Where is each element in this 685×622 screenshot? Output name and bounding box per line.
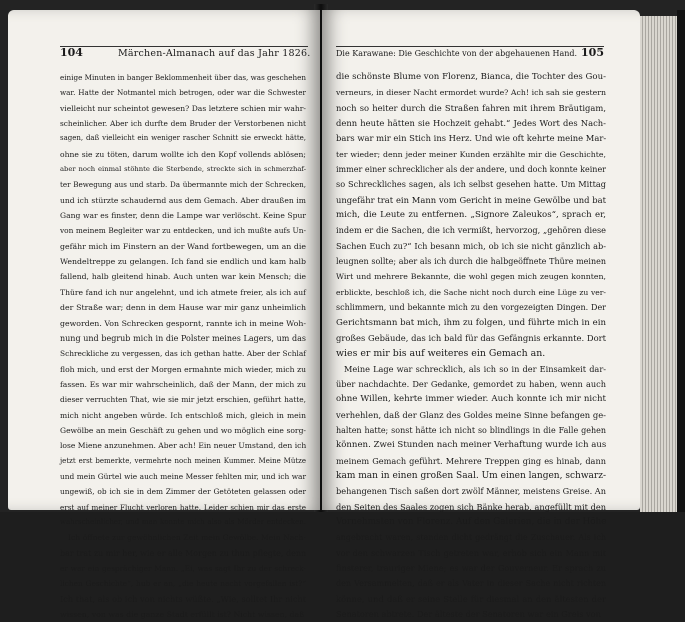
text-line: aber noch einmal stöhnte die Sterbende, streckte sich in schmerzhaf- bbox=[60, 165, 306, 174]
text-line: der Straße war; denn in dem Hause war mir ganz unheimlich bbox=[60, 303, 306, 313]
text-line: indem er die Sachen, die ich vermißt, hervorzog, „gehören diese bbox=[336, 225, 606, 236]
text-line: denn heute hätten sie Hochzeit gehabt.“ Jedes Wort des Nach- bbox=[336, 118, 606, 129]
text-line: über nachdachte. Der Gedanke, gemordet zu haben, wenn auch bbox=[336, 378, 606, 389]
text-line: einige Minuten in banger Beklommenheit über das, was geschehen bbox=[60, 73, 306, 82]
text-line: Senatoren abtrete. Der älteste der Senatoren war ein Greis von bbox=[336, 609, 601, 620]
text-line: fassen. Es war mir wahrscheinlich, daß der Mann, der mich zu bbox=[60, 379, 306, 389]
text-line: dieser verruchten That, wie sie mir jetzt erschien, geführt hatte, bbox=[60, 395, 306, 405]
text-line: vor den schwarzen Tisch getreten war, erhob sich ein Mann mit bbox=[336, 547, 606, 558]
text-line: Wirt und mehrere Bekannte, die wohl gegen mich zeugen konnten, bbox=[336, 272, 606, 282]
right-page bbox=[322, 10, 640, 620]
text-line: lichen Geschichte“, hub er an, „die heute nacht vorgefallen ist?“ bbox=[60, 579, 306, 589]
left-page-number: 104 bbox=[60, 46, 83, 59]
text-line: Ich that, als ob ich von nichts wüßte. „Wie, solltet Ihr nicht bbox=[60, 593, 306, 604]
text-line: meinem Gemach geführt. Mehrere Treppen ging es hinab, dann bbox=[336, 455, 606, 466]
text-line: bar trat zu mir her, wie er alle Morgen zu thun pflegte, denn bbox=[60, 548, 307, 558]
text-line: Wendeltreppe zu gelangen. Ich fand sie endlich und kam halb bbox=[60, 257, 306, 267]
text-line: bars war mir ein Stich ins Herz. Und wie oft kehrte meine Mar- bbox=[336, 133, 607, 144]
text-line: großes Gebäude, das ich bald für das Gefängnis erkannte. Dort bbox=[336, 332, 606, 343]
text-line: könne, und daß er seine Stelle für diesmal an den ältesten der bbox=[336, 593, 606, 604]
text-line: so Schreckliches sagen, als ich selbst gesehen hatte. Um Mittag bbox=[336, 179, 606, 190]
text-line: verhehlen, daß der Glanz des Goldes meine Sinne befangen ge- bbox=[336, 409, 606, 420]
text-line: können. Zwei Stunden nach meiner Verhaftung wurde ich aus bbox=[336, 440, 607, 451]
text-line: fallend, halb gleitend hinab. Auch unten war kein Mensch; die bbox=[60, 272, 306, 282]
text-line: mich, die Leute zu entfernen. „Signore Zaleukos“, sprach er, bbox=[336, 210, 606, 221]
right-page-header bbox=[336, 46, 604, 59]
text-line: Sachen Euch zu?“ Ich besann mich, ob ich sie nicht gänzlich ab- bbox=[336, 240, 606, 251]
text-line: ohne Willen, kehrte immer wieder. Auch konnte ich mir nicht bbox=[336, 394, 606, 405]
text-line: Meine Lage war schrecklich, als ich so in der Einsamkeit dar- bbox=[344, 363, 606, 374]
text-line: wissen, von was die ganze Stadt erfüllt ist? Nicht wissen, daß bbox=[60, 610, 305, 620]
text-line: halten hatte; sonst hätte ich nicht so blindlings in die Falle gehen bbox=[336, 425, 606, 435]
right-running-head: Die Karawane: Die Geschichte von der abgehauenen Hand. bbox=[336, 49, 578, 58]
text-line: den Versammelten, daß er als Vater in dieser Sache nicht richten bbox=[336, 579, 606, 589]
text-line: wahrscheinlicher, und man konnte mich also als Mörder entdecken. bbox=[60, 517, 306, 526]
text-line: kam man in einen großen Saal. Um einen langen, schwarz- bbox=[336, 470, 606, 481]
text-line: floh mich, und erst der Morgen ermahnte mich wieder, mich zu bbox=[60, 364, 306, 374]
text-line: Vornehmsten von Florenz. Auf den Galerien, die in der Höhe bbox=[336, 516, 607, 527]
text-line: wies er mir bis auf weiteres ein Gemach an. bbox=[336, 348, 546, 360]
text-line: immer einer schrecklicher als der andere, und doch konnte keiner bbox=[336, 165, 606, 175]
text-line: noch so heiter durch die Straßen fahren mit ihrem Bräutigam, bbox=[336, 102, 606, 113]
text-line: scheinlicher. Aber ich durfte dem Bruder der Verstorbenen nicht bbox=[60, 119, 306, 129]
text-line: finsterer, trauriger Miene; es war der Gouverneur. Er sprach zu bbox=[336, 563, 606, 573]
left-running-head: Märchen-Almanach auf das Jahr 1826. bbox=[118, 48, 311, 59]
right-page-number: 105 bbox=[581, 46, 604, 59]
text-line: erst auf meiner Flucht verloren hatte. Leider schien mir das erste bbox=[60, 502, 306, 512]
text-line: Gerichtsmann bat mich, ihm zu folgen, und führte mich in ein bbox=[336, 317, 606, 328]
text-line: vielleicht nur scheintot gewesen? Das letztere schien mir wahr- bbox=[60, 103, 306, 113]
text-line: verneurs, in dieser Nacht ermordet wurde? Ach! ich sah sie gestern bbox=[336, 88, 606, 98]
text-line: sagen, daß vielleicht ein weniger rascher Schnitt sie erweckt hätte, bbox=[60, 134, 306, 143]
text-line: geworden. Von Schrecken gespornt, rannte ich in meine Woh- bbox=[60, 318, 306, 328]
text-line: und ich stürzte schaudernd aus dem Gemach. Aber draußen im bbox=[60, 195, 306, 205]
text-line: ungewiß, ob ich sie in dem Zimmer der Getöteten gelassen oder bbox=[60, 487, 306, 497]
text-line: er war ein gesprächiger Mann. „Ei, was sagt Ihr zu der schreck- bbox=[60, 564, 306, 573]
text-line: die schönste Blume von Florenz, Bianca, die Tochter des Gou- bbox=[336, 72, 607, 82]
text-line: mich nicht angeben würde. Ich entschloß mich, gleich in mein bbox=[60, 410, 306, 420]
text-line: erblickte, beschloß ich, die Sache nicht noch durch eine Lüge zu ver- bbox=[336, 287, 606, 297]
text-line: von meinem Begleiter war zu entdecken, und ich mußte aufs Un- bbox=[60, 226, 306, 236]
text-line: angebracht waren, standen dicht gedrängt die Zuschauer. Als ich bbox=[336, 533, 606, 543]
text-line: ter wieder; denn jeder meiner Kunden erzählte mir die Geschichte, bbox=[336, 149, 606, 159]
right-page-text bbox=[336, 70, 606, 622]
left-page-header bbox=[60, 46, 311, 59]
text-line: nung und begrub mich in die Polster meines Lagers, um das bbox=[60, 333, 306, 343]
book-cover-edge bbox=[677, 10, 685, 512]
text-line: den Seiten des Saales zogen sich Bänke herab, angefüllt mit den bbox=[336, 501, 606, 512]
text-line: Gang war es finster, denn die Lampe war verlöscht. Keine Spur bbox=[60, 211, 306, 221]
text-line: und mein Gürtel wie auch meine Messer fehlten mir, und ich war bbox=[60, 471, 306, 481]
text-line: Gewölbe an mein Geschäft zu gehen und wo möglich eine sorg- bbox=[60, 425, 306, 435]
text-line: behangenen Tisch saßen dort zwölf Männer, meistens Greise. An bbox=[336, 486, 606, 497]
text-line: schlimmern, und bekannte mich zu den vorgezeigten Dingen. Der bbox=[336, 303, 606, 313]
text-line: jetzt erst bemerkte, vermehrte noch meinen Kummer. Meine Mütze bbox=[60, 456, 306, 465]
text-line: leugnen sollte; aber als ich durch die halbgeöffnete Thüre meinen bbox=[336, 257, 606, 267]
left-page bbox=[8, 10, 320, 620]
left-page-text bbox=[60, 70, 306, 622]
text-line: lose Miene anzunehmen. Aber ach! Ein neuer Umstand, den ich bbox=[60, 441, 307, 451]
text-line: Ich öffnete zur gewöhnlichen Zeit mein Gewölbe. Mein Nach- bbox=[68, 533, 306, 543]
text-line: war. Hatte der Notmantel mich betrogen, oder war die Schwester bbox=[60, 88, 306, 98]
text-line: Thüre fand ich nur angelehnt, und ich atmete freier, als ich auf bbox=[60, 287, 306, 297]
text-line: gefähr mich im Finstern an der Wand fortbewegen, um an die bbox=[60, 241, 306, 251]
text-line: Schreckliche zu vergessen, das ich gethan hatte. Aber der Schlaf bbox=[60, 349, 306, 359]
text-line: ter Bewegung aus und starb. Da übermannte mich der Schrecken, bbox=[60, 180, 306, 190]
text-line: ohne sie zu töten, darum wollte ich den Kopf vollends ablösen; bbox=[60, 149, 306, 159]
text-line: ungefähr trat ein Mann vom Gericht in meine Gewölbe und bat bbox=[336, 194, 606, 205]
